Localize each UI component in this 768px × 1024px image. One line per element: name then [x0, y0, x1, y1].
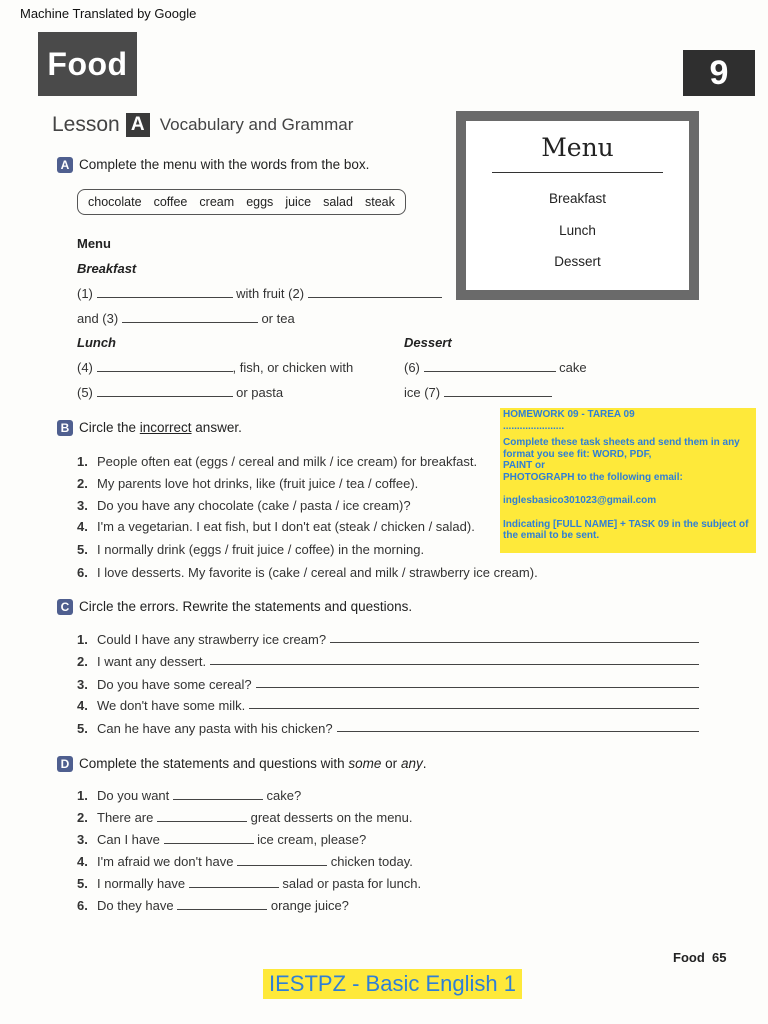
word-item: coffee	[153, 195, 188, 209]
menu-card-item: Dessert	[554, 254, 601, 269]
rewrite-line[interactable]	[210, 654, 699, 665]
section-b-item: 1. People often eat (eggs / cereal and milk / ice cream) for breakfast.	[77, 454, 478, 469]
section-b-item: 5. I normally drink (eggs / fruit juice / coffee) in the morning.	[77, 542, 425, 557]
blank-2[interactable]	[308, 287, 442, 298]
homework-title: HOMEWORK 09 - TAREA 09	[503, 409, 635, 420]
section-d-item: 5. I normally have salad or pasta for lunch.	[77, 876, 422, 891]
section-c-item: 1. Could I have any strawberry ice cream?	[77, 632, 699, 647]
breakfast-label: Breakfast	[77, 261, 137, 276]
machine-translated-note: Machine Translated by Google	[20, 6, 197, 21]
homework-photo: PHOTOGRAPH to the following email:	[503, 471, 683, 483]
blank-1[interactable]	[97, 287, 233, 298]
word-item: cream	[199, 195, 235, 209]
unit-title: Food	[38, 32, 137, 96]
section-c-badge: C	[57, 599, 73, 615]
word-item: steak	[365, 195, 395, 209]
section-d-item: 2. There are great desserts on the menu.	[77, 810, 413, 825]
blank-row-4: (4) , fish, or chicken with	[77, 360, 354, 375]
page-number: 65	[712, 950, 727, 965]
fill-blank[interactable]	[189, 877, 279, 888]
section-b-item: 2. My parents love hot drinks, like (fruit juice / tea / coffee).	[77, 476, 419, 491]
section-c-item: 5. Can he have any pasta with his chicken?	[77, 721, 699, 736]
menu-card-divider	[492, 172, 663, 173]
section-c-item: 2. I want any dessert.	[77, 654, 699, 669]
lesson-subtitle: Vocabulary and Grammar	[159, 115, 354, 134]
lesson-word: Lesson	[52, 113, 120, 136]
fill-blank[interactable]	[157, 811, 247, 822]
lesson-letter: A	[126, 113, 150, 137]
lunch-label: Lunch	[77, 335, 116, 350]
section-a-instruction: A Complete the menu with the words from the box.	[57, 157, 369, 173]
menu-card-item: Lunch	[559, 223, 596, 238]
fill-blank[interactable]	[177, 899, 267, 910]
rewrite-line[interactable]	[256, 677, 699, 688]
blank-row-5: (5) or pasta	[77, 385, 284, 400]
fill-blank[interactable]	[173, 789, 263, 800]
section-a-badge: A	[57, 157, 73, 173]
section-c-instruction: C Circle the errors. Rewrite the statements and questions.	[57, 599, 412, 615]
rewrite-line[interactable]	[249, 698, 699, 709]
section-b-badge: B	[57, 420, 73, 436]
menu-card	[456, 111, 699, 300]
lesson-heading	[52, 113, 353, 137]
section-d-item: 3. Can I have ice cream, please?	[77, 832, 367, 847]
section-b-item: 4. I'm a vegetarian. I eat fish, but I don't eat (steak / chicken / salad).	[77, 519, 475, 534]
blank-5[interactable]	[97, 386, 233, 397]
section-b-item: 6. I love desserts. My favorite is (cake / cereal and milk / strawberry ice cream).	[77, 565, 538, 580]
section-d-badge: D	[57, 756, 73, 772]
footer-section: Food	[673, 950, 705, 965]
blank-row-1: (1) with fruit (2)	[77, 286, 442, 301]
rewrite-line[interactable]	[330, 632, 699, 643]
section-d-item: 1. Do you want cake?	[77, 788, 302, 803]
word-item: chocolate	[88, 195, 142, 209]
menu-card-title: Menu	[541, 133, 614, 162]
blank-row-6: (6) cake	[404, 360, 587, 375]
section-c-item: 3. Do you have some cereal?	[77, 677, 699, 692]
section-c-item: 4. We don't have some milk.	[77, 698, 699, 713]
rewrite-line[interactable]	[337, 721, 699, 732]
homework-indicate: Indicating [FULL NAME] + TASK 09 in the subject of the email to be sent.	[503, 518, 749, 541]
homework-email[interactable]: inglesbasico301023@gmail.com	[503, 495, 657, 506]
blank-row-7: ice (7)	[404, 385, 552, 400]
dessert-label: Dessert	[404, 335, 452, 350]
homework-paint: PAINT or	[503, 460, 546, 471]
section-b-instruction: B Circle the incorrect answer.	[57, 420, 242, 436]
word-item: eggs	[246, 195, 274, 209]
fill-blank[interactable]	[237, 855, 327, 866]
course-label: IESTPZ - Basic English 1	[263, 969, 522, 999]
page-footer	[673, 950, 726, 965]
blank-row-3: and (3) or tea	[77, 311, 295, 326]
homework-dots: ......................	[503, 420, 565, 432]
blank-7[interactable]	[444, 386, 552, 397]
menu-label: Menu	[77, 236, 111, 251]
blank-6[interactable]	[424, 361, 556, 372]
blank-3[interactable]	[122, 312, 258, 323]
menu-card-item: Breakfast	[548, 191, 607, 206]
section-d-item: 4. I'm afraid we don't have chicken today.	[77, 854, 413, 869]
word-item: salad	[323, 195, 353, 209]
word-box	[77, 189, 406, 215]
homework-body: Complete these task sheets and send them in any format you see fit: WORD, PDF,	[503, 437, 740, 460]
section-d-item: 6. Do they have orange juice?	[77, 898, 349, 913]
fill-blank[interactable]	[164, 833, 254, 844]
blank-4[interactable]	[97, 361, 233, 372]
section-b-item: 3. Do you have any chocolate (cake / pasta / ice cream)?	[77, 498, 411, 513]
section-d-instruction: D Complete the statements and questions with some or any.	[57, 756, 426, 772]
unit-number: 9	[683, 50, 755, 96]
homework-note	[500, 408, 756, 553]
word-item: juice	[285, 195, 312, 209]
